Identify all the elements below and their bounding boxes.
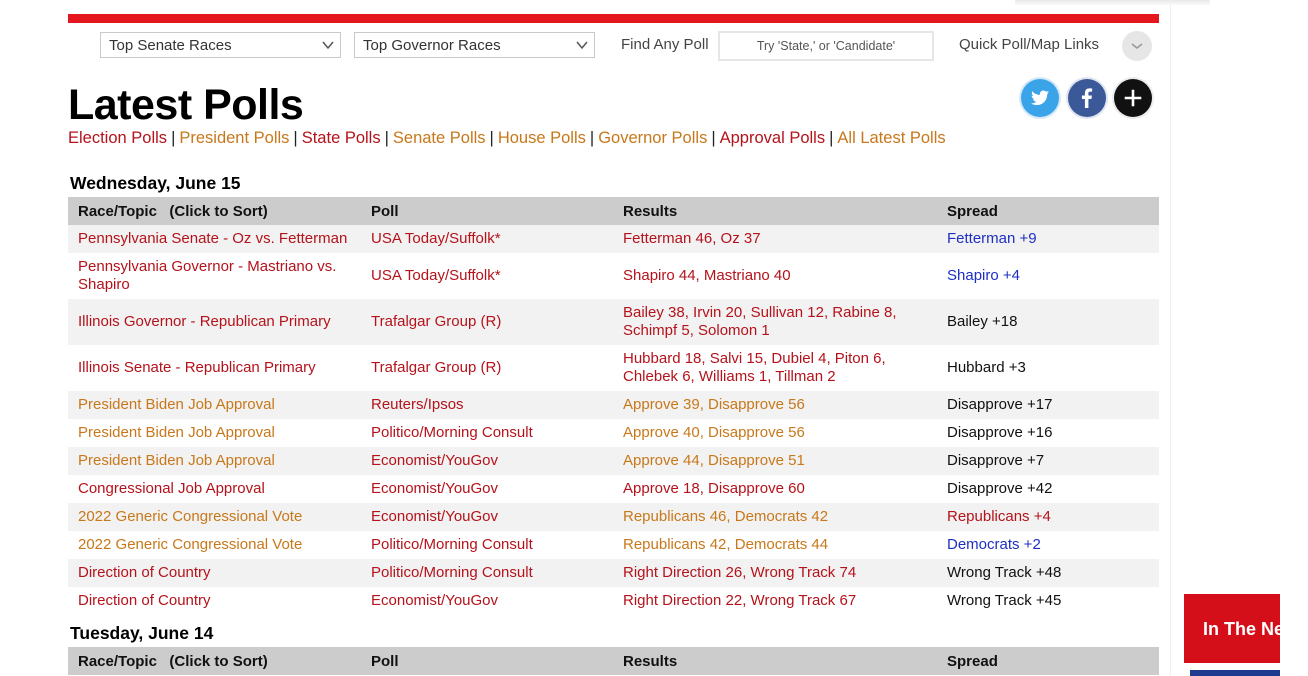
results-cell: Right Direction 22, Wrong Track 67 — [613, 587, 937, 615]
nav-separator: | — [293, 129, 298, 147]
poll-link[interactable]: Economist/YouGov — [361, 447, 613, 475]
results-cell: Hubbard 18, Salvi 15, Dubiel 4, Piton 6, Chlebek 6, Williams 1, Tillman 2 — [613, 345, 937, 391]
poll-link[interactable]: USA Today/Suffolk* — [361, 225, 613, 253]
race-link[interactable]: 2022 Generic Congressional Vote — [68, 531, 361, 559]
spread-cell: Republicans +4 — [937, 503, 1159, 531]
nav-link-approval-polls[interactable]: Approval Polls — [719, 129, 826, 147]
facebook-share-button[interactable] — [1068, 79, 1106, 117]
nav-link-all-latest-polls[interactable]: All Latest Polls — [837, 129, 946, 147]
poll-search-input[interactable] — [718, 31, 934, 61]
twitter-icon — [1021, 79, 1059, 117]
facebook-icon — [1068, 79, 1106, 117]
nav-link-election-polls[interactable]: Election Polls — [68, 129, 168, 147]
twitter-share-button[interactable] — [1021, 79, 1059, 117]
table-row[interactable] — [68, 253, 1159, 299]
results-cell: Fetterman 46, Oz 37 — [613, 225, 937, 253]
spread-cell: Bailey +18 — [937, 299, 1159, 345]
polls-table — [68, 197, 1159, 615]
spread-cell: Shapiro +4 — [937, 253, 1159, 299]
spread-cell: Democrats +2 — [937, 531, 1159, 559]
results-cell: Approve 44, Disapprove 51 — [613, 447, 937, 475]
race-link[interactable]: Illinois Governor - Republican Primary — [68, 299, 361, 345]
race-link[interactable]: President Biden Job Approval — [68, 447, 361, 475]
table-row[interactable] — [68, 559, 1159, 587]
quick-links-label[interactable]: Quick Poll/Map Links — [959, 36, 1100, 53]
content-right-divider — [1170, 0, 1171, 676]
nav-link-president-polls[interactable]: President Polls — [179, 129, 290, 147]
poll-column-header: Poll — [361, 647, 613, 675]
nav-separator: | — [829, 129, 834, 147]
nav-link-state-polls[interactable]: State Polls — [301, 129, 381, 147]
top-senate-races-label: Top Senate Races — [109, 37, 232, 54]
poll-link[interactable]: Politico/Morning Consult — [361, 419, 613, 447]
day-heading: Tuesday, June 14 — [70, 623, 214, 643]
table-header-row — [68, 647, 1159, 675]
spread-cell: Disapprove +7 — [937, 447, 1159, 475]
chevron-down-icon — [576, 40, 588, 50]
spread-cell: Disapprove +16 — [937, 419, 1159, 447]
race-link[interactable]: Illinois Senate - Republican Primary — [68, 345, 361, 391]
race-link[interactable]: Congressional Job Approval — [68, 475, 361, 503]
find-any-poll-label: Find Any Poll — [621, 36, 709, 53]
table-header-row — [68, 197, 1159, 225]
results-cell: Bailey 38, Irvin 20, Sullivan 12, Rabine 8, Schimpf 5, Solomon 1 — [613, 299, 937, 345]
results-cell: Republicans 42, Democrats 44 — [613, 531, 937, 559]
spread-cell: Disapprove +17 — [937, 391, 1159, 419]
results-cell: Approve 39, Disapprove 56 — [613, 391, 937, 419]
day-heading: Wednesday, June 15 — [70, 173, 241, 193]
poll-link[interactable]: Economist/YouGov — [361, 475, 613, 503]
quick-links-toggle[interactable] — [1122, 31, 1152, 61]
nav-separator: | — [171, 129, 176, 147]
table-row[interactable] — [68, 531, 1159, 559]
spread-column-header: Spread — [937, 197, 1159, 225]
race-topic-sort-header[interactable]: Race/Topic (Click to Sort) — [68, 647, 361, 675]
top-governor-races-label: Top Governor Races — [363, 37, 501, 54]
race-link[interactable]: Pennsylvania Senate - Oz vs. Fetterman — [68, 225, 361, 253]
poll-link[interactable]: Trafalgar Group (R) — [361, 299, 613, 345]
poll-link[interactable]: Economist/YouGov — [361, 503, 613, 531]
poll-link[interactable]: Politico/Morning Consult — [361, 559, 613, 587]
spread-cell: Wrong Track +45 — [937, 587, 1159, 615]
top-governor-races-dropdown[interactable] — [354, 32, 595, 58]
plus-icon — [1114, 79, 1152, 117]
spread-cell: Hubbard +3 — [937, 345, 1159, 391]
table-row[interactable] — [68, 447, 1159, 475]
poll-link[interactable]: Economist/YouGov — [361, 587, 613, 615]
spread-cell: Fetterman +9 — [937, 225, 1159, 253]
race-link[interactable]: President Biden Job Approval — [68, 419, 361, 447]
poll-category-nav — [68, 129, 946, 148]
polls-table — [68, 647, 1159, 675]
spread-cell: Disapprove +42 — [937, 475, 1159, 503]
race-topic-sort-header[interactable]: Race/Topic (Click to Sort) — [68, 197, 361, 225]
table-row[interactable] — [68, 419, 1159, 447]
news-thumbnail-strip — [1190, 670, 1280, 676]
results-cell: Republicans 46, Democrats 42 — [613, 503, 937, 531]
results-cell: Shapiro 44, Mastriano 40 — [613, 253, 937, 299]
top-edge-shadow — [1015, 0, 1210, 6]
brand-red-bar — [68, 14, 1159, 23]
table-row[interactable] — [68, 503, 1159, 531]
top-senate-races-dropdown[interactable] — [100, 32, 341, 58]
table-row[interactable] — [68, 299, 1159, 345]
chevron-down-icon — [1131, 41, 1143, 51]
table-row[interactable] — [68, 587, 1159, 615]
table-row[interactable] — [68, 391, 1159, 419]
race-link[interactable]: Direction of Country — [68, 559, 361, 587]
nav-link-governor-polls[interactable]: Governor Polls — [598, 129, 708, 147]
nav-separator: | — [384, 129, 389, 147]
results-cell: Approve 40, Disapprove 56 — [613, 419, 937, 447]
poll-column-header: Poll — [361, 197, 613, 225]
results-column-header: Results — [613, 197, 937, 225]
nav-separator: | — [711, 129, 716, 147]
chevron-down-icon — [322, 40, 334, 50]
table-row[interactable] — [68, 225, 1159, 253]
nav-link-house-polls[interactable]: House Polls — [497, 129, 586, 147]
poll-link[interactable]: Reuters/Ipsos — [361, 391, 613, 419]
in-the-news-tab[interactable]: In The News — [1184, 594, 1280, 663]
results-cell: Approve 18, Disapprove 60 — [613, 475, 937, 503]
race-link[interactable]: President Biden Job Approval — [68, 391, 361, 419]
results-cell: Right Direction 26, Wrong Track 74 — [613, 559, 937, 587]
results-column-header: Results — [613, 647, 937, 675]
race-link[interactable]: Pennsylvania Governor - Mastriano vs. Shapiro — [68, 253, 361, 299]
spread-cell: Wrong Track +48 — [937, 559, 1159, 587]
poll-link[interactable]: USA Today/Suffolk* — [361, 253, 613, 299]
poll-link[interactable]: Politico/Morning Consult — [361, 531, 613, 559]
nav-link-senate-polls[interactable]: Senate Polls — [392, 129, 486, 147]
table-row[interactable] — [68, 345, 1159, 391]
nav-separator: | — [589, 129, 595, 147]
race-link[interactable]: 2022 Generic Congressional Vote — [68, 503, 361, 531]
race-link[interactable]: Direction of Country — [68, 587, 361, 615]
poll-link[interactable]: Trafalgar Group (R) — [361, 345, 613, 391]
nav-separator: | — [489, 129, 494, 147]
page-title: Latest Polls — [68, 81, 304, 129]
spread-column-header: Spread — [937, 647, 1159, 675]
table-row[interactable] — [68, 475, 1159, 503]
more-share-button[interactable] — [1114, 79, 1152, 117]
